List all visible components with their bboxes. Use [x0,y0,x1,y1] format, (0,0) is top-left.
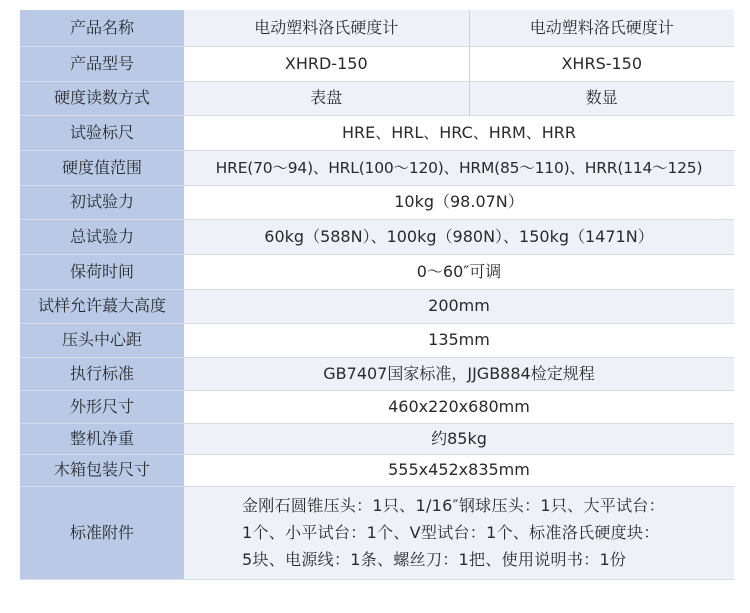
table-row [20,486,734,579]
row-label: 标准附件 [20,486,184,579]
value-cell: 200mm [184,289,734,323]
row-label: 试验标尺 [20,115,184,150]
value-cell: 460x220x680mm [184,390,734,423]
value-cell: 135mm [184,323,734,357]
accessories-line: 金刚石圆锥压头：1只、1/16″钢球压头：1只、大平试台： [242,496,665,515]
row-label: 产品名称 [20,10,184,46]
row-label: 保荷时间 [20,254,184,289]
row-label: 产品型号 [20,46,184,81]
value-cell: XHRS-150 [469,46,734,81]
value-cell: 10kg（98.07N） [184,185,734,219]
value-cell: 表盘 [184,81,469,115]
row-label: 执行标准 [20,357,184,390]
table-row [20,357,734,390]
table-row [20,323,734,357]
table-row [20,454,734,486]
table-row [20,289,734,323]
row-label: 硬度读数方式 [20,81,184,115]
row-label: 外形尺寸 [20,390,184,423]
accessories-line: 1个、小平试台：1个、V型试台：1个、标准洛氏硬度块： [242,523,660,542]
table-row [20,219,734,254]
value-cell: 数显 [469,81,734,115]
table-row [20,46,734,81]
table-row [20,150,734,185]
value-cell: 约85kg [184,423,734,454]
row-label: 硬度值范围 [20,150,184,185]
table-row [20,390,734,423]
row-label: 整机净重 [20,423,184,454]
value-cell: 电动塑料洛氏硬度计 [469,10,734,46]
table-row [20,185,734,219]
value-cell: 电动塑料洛氏硬度计 [184,10,469,46]
spec-table [20,10,734,580]
table-row [20,423,734,454]
row-label: 压头中心距 [20,323,184,357]
value-cell: GB7407国家标准，JJGB884检定规程 [184,357,734,390]
row-label: 总试验力 [20,219,184,254]
row-label: 木箱包装尺寸 [20,454,184,486]
accessories-cell [184,486,734,579]
value-cell: 555x452x835mm [184,454,734,486]
row-label: 试样允许蕞大高度 [20,289,184,323]
value-cell: HRE、HRL、HRC、HRM、HRR [184,115,734,150]
table-row [20,115,734,150]
row-label: 初试验力 [20,185,184,219]
value-cell: XHRD-150 [184,46,469,81]
value-cell: HRE(70～94)、HRL(100～120)、HRM(85～110)、HRR(114～125) [184,150,734,185]
accessories-line: 5块、电源线：1条、螺丝刀：1把、使用说明书：1份 [242,550,627,569]
table-row [20,81,734,115]
value-cell: 60kg（588N）、100kg（980N）、150kg（1471N） [184,219,734,254]
table-row [20,254,734,289]
value-cell: 0～60″可调 [184,254,734,289]
table-row [20,10,734,46]
